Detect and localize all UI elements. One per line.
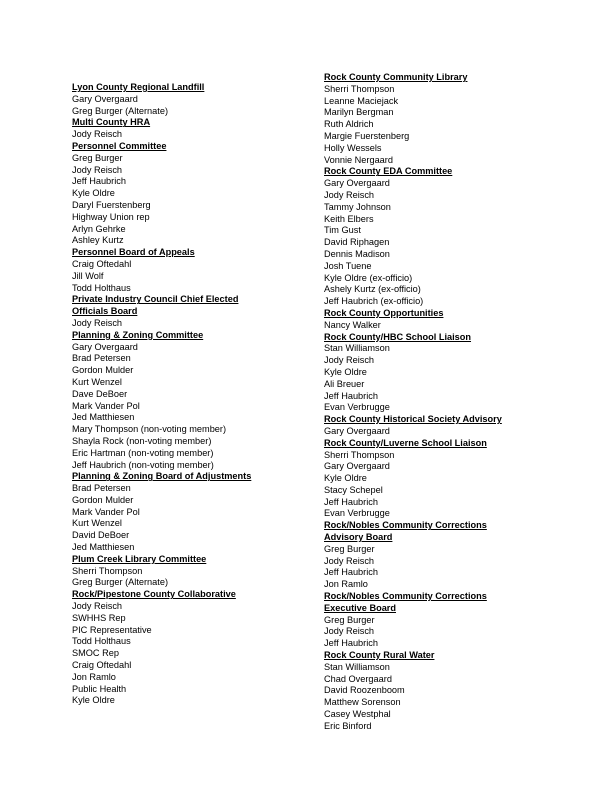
member-name: Gary Overgaard	[324, 461, 390, 472]
committee-heading: Multi County HRA	[72, 117, 151, 128]
member-name: Tammy Johnson	[324, 201, 391, 212]
member-name: Daryl Fuerstenberg	[72, 199, 151, 210]
committee-heading: Planning & Zoning Committee	[72, 329, 204, 340]
committee-heading: Lyon County Regional Landfill	[72, 82, 205, 92]
committee-heading-continued: Officials Board	[72, 306, 138, 317]
committee-plum-creek-library-committee	[72, 554, 312, 589]
member-name: Kyle Oldre	[324, 473, 367, 484]
committee-rock-nobles-community-corrections-executive-board	[324, 591, 564, 650]
member-name: Sherri Thompson	[324, 83, 395, 94]
member-name: Jeff Haubrich	[72, 176, 126, 187]
committee-rock-nobles-community-corrections-advisory-board	[324, 520, 564, 591]
committee-heading-continued: Advisory Board	[324, 532, 393, 543]
member-name: Jody Reisch	[72, 164, 123, 175]
member-name: PIC Representative	[72, 624, 152, 635]
committee-heading: Rock/Nobles Community Corrections	[324, 520, 487, 531]
committee-rock-county-community-library	[324, 72, 564, 166]
member-name: Jody Reisch	[324, 189, 375, 200]
member-name: Ashley Kurtz	[72, 235, 124, 246]
member-name: Gary Overgaard	[324, 425, 390, 436]
member-name: Greg Burger	[72, 152, 123, 163]
member-name: Dennis Madison	[324, 248, 390, 259]
member-name: Nancy Walker	[324, 319, 381, 330]
committee-heading: Private Industry Council Chief Elected	[72, 294, 239, 305]
committee-heading: Planning & Zoning Board of Adjustments	[72, 471, 252, 482]
member-name: Marilyn Bergman	[324, 107, 394, 118]
member-name: David Riphagen	[324, 237, 390, 248]
member-name: Kyle Oldre	[72, 188, 115, 199]
member-name: Kyle Oldre (ex-officio)	[324, 272, 413, 283]
member-name: Gordon Mulder	[72, 365, 134, 376]
member-name: Public Health	[72, 683, 127, 694]
member-name: Ali Breuer	[324, 378, 365, 389]
member-name: Greg Burger (Alternate)	[72, 577, 168, 588]
member-name: Ruth Aldrich	[324, 119, 374, 130]
member-name: Jeff Haubrich	[324, 567, 378, 578]
member-name: Josh Tuene	[324, 260, 372, 271]
member-name: Kyle Oldre	[324, 366, 367, 377]
member-name: Mark Vander Pol	[72, 506, 140, 517]
member-name: Greg Burger	[324, 614, 375, 625]
member-name: Kurt Wenzel	[72, 518, 122, 529]
left-column	[72, 82, 312, 707]
committee-heading: Rock County/HBC School Liaison	[324, 331, 472, 342]
member-name: Jed Matthiesen	[72, 412, 135, 423]
member-name: Margie Fuerstenberg	[324, 130, 410, 141]
member-name: Kyle Oldre	[72, 695, 115, 706]
member-name: Ashely Kurtz (ex-officio)	[324, 284, 421, 295]
committee-heading: Rock/Pipestone County Collaborative	[72, 589, 236, 600]
committee-heading: Rock County/Luverne School Liaison	[324, 437, 487, 448]
member-name: Leanne Maciejack	[324, 95, 399, 106]
member-name: Greg Burger (Alternate)	[72, 105, 168, 116]
committee-heading: Plum Creek Library Committee	[72, 553, 207, 564]
member-name: Brad Petersen	[72, 353, 131, 364]
member-name: Stacy Schepel	[324, 484, 383, 495]
member-name: Stan Williamson	[324, 343, 390, 354]
member-name: Evan Verbrugge	[324, 508, 390, 519]
member-name: Gary Overgaard	[72, 341, 138, 352]
member-name: Holly Wessels	[324, 142, 382, 153]
committee-rock-county-luverne-school-liaison	[324, 438, 564, 521]
committee-personnel-committee	[72, 141, 312, 247]
committee-heading: Rock County Opportunities	[324, 307, 444, 318]
member-name: Evan Verbrugge	[324, 402, 390, 413]
member-name: Jeff Haubrich	[324, 638, 378, 649]
member-name: Mark Vander Pol	[72, 400, 140, 411]
member-name: David Roozenboom	[324, 685, 405, 696]
member-name: Vonnie Nergaard	[324, 154, 393, 165]
committee-rock-county-opportunities	[324, 308, 564, 332]
member-name: Highway Union rep	[72, 211, 150, 222]
member-name: Mary Thompson (non-voting member)	[72, 424, 227, 435]
right-column	[324, 72, 564, 733]
member-name: Jody Reisch	[72, 317, 123, 328]
member-name: Matthew Sorenson	[324, 697, 401, 708]
member-name: Eric Hartman (non-voting member)	[72, 447, 214, 458]
member-name: Keith Elbers	[324, 213, 374, 224]
committee-rock-pipestone-county-collaborative	[72, 589, 312, 707]
member-name: David DeBoer	[72, 530, 130, 541]
member-name: Todd Holthaus	[72, 282, 131, 293]
member-name: Gary Overgaard	[324, 178, 390, 189]
member-name: Gordon Mulder	[72, 494, 134, 505]
member-name: Kurt Wenzel	[72, 376, 122, 387]
committee-heading-continued: Executive Board	[324, 602, 396, 613]
member-name: Sherri Thompson	[324, 449, 395, 460]
member-name: Craig Oftedahl	[72, 258, 132, 269]
member-name: Jill Wolf	[72, 270, 104, 281]
member-name: Jeff Haubrich (non-voting member)	[72, 459, 214, 470]
committee-planning-zoning-board-of-adjustments	[72, 471, 312, 554]
committee-heading: Rock County Community Library	[324, 72, 468, 82]
member-name: SMOC Rep	[72, 648, 119, 659]
member-name: Gary Overgaard	[72, 93, 138, 104]
committee-rock-county-rural-water	[324, 650, 564, 733]
member-name: Jed Matthiesen	[72, 542, 135, 553]
member-name: Jody Reisch	[72, 601, 123, 612]
committee-rock-county-hbc-school-liaison	[324, 332, 564, 415]
member-name: Jody Reisch	[324, 626, 375, 637]
member-name: Sherri Thompson	[72, 565, 143, 576]
committee-heading: Rock County EDA Committee	[324, 166, 453, 177]
member-name: Jeff Haubrich (ex-officio)	[324, 296, 424, 307]
member-name: Jody Reisch	[72, 129, 123, 140]
member-name: Jeff Haubrich	[324, 390, 378, 401]
member-name: Casey Westphal	[324, 709, 391, 720]
member-name: Brad Petersen	[72, 483, 131, 494]
committee-multi-county-hra	[72, 117, 312, 141]
committee-heading: Rock County Rural Water	[324, 650, 435, 661]
member-name: Jeff Haubrich	[324, 496, 378, 507]
committee-private-industry-council-chief-elected-officials-board	[72, 294, 312, 329]
member-name: Todd Holthaus	[72, 636, 131, 647]
member-name: Jody Reisch	[324, 355, 375, 366]
committee-rock-county-historical-society-advisory	[324, 414, 564, 438]
committee-heading: Personnel Board of Appeals	[72, 247, 195, 258]
committee-heading: Personnel Committee	[72, 140, 167, 151]
committee-heading: Rock/Nobles Community Corrections	[324, 591, 487, 602]
committee-heading: Rock County Historical Society Advisory	[324, 414, 502, 425]
member-name: Dave DeBoer	[72, 388, 128, 399]
member-name: Jon Ramlo	[72, 671, 116, 682]
committee-lyon-county-regional-landfill	[72, 82, 312, 117]
member-name: Eric Binford	[324, 720, 372, 731]
member-name: Stan Williamson	[324, 661, 390, 672]
committee-personnel-board-of-appeals	[72, 247, 312, 294]
member-name: Jon Ramlo	[324, 579, 368, 590]
committee-planning-zoning-committee	[72, 330, 312, 472]
member-name: Arlyn Gehrke	[72, 223, 126, 234]
committee-rock-county-eda-committee	[324, 166, 564, 308]
member-name: Craig Oftedahl	[72, 660, 132, 671]
member-name: Jody Reisch	[324, 555, 375, 566]
member-name: SWHHS Rep	[72, 612, 126, 623]
member-name: Chad Overgaard	[324, 673, 392, 684]
member-name: Greg Burger	[324, 543, 375, 554]
member-name: Shayla Rock (non-voting member)	[72, 435, 212, 446]
member-name: Tim Gust	[324, 225, 361, 236]
